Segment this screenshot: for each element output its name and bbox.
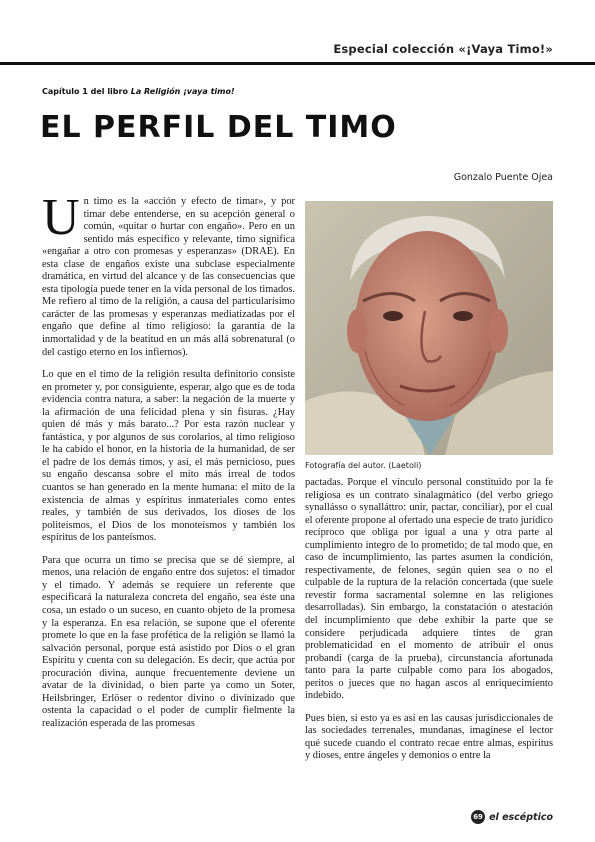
paragraph-2: Lo que en el timo de la religión resulta definitorio consiste en prometer y, por consiguiente, esperar, algo que es de toda evidencia contra natura, a saber: la negación de la muerte y la afirmación de una felicidad plena y sin fisuras. ¿Hay quien dé más y más barato...? Por esta razón nuclear y fantástica, y por algunos de sus corolarios, al timo religioso le ha cabido el honor, en la historia de la humanidad, de ser el padre de los demás timos, y así, el más pernicioso, pues su engaño descansa sobre el mito más irreal de todos cuantos se han generado en la mente humana: el mito de la existencia de almas y espíritus inmateriales como entes reales, y también de sus derivados, los dioses de los politeísmos, el Dios de los monoteísmos y también los espíritus de los panteísmos. xyxy=(42,369,295,544)
drop-cap: U xyxy=(42,189,80,246)
right-column xyxy=(305,477,553,773)
kicker-book-title: La Religión ¡vaya timo! xyxy=(130,87,235,96)
paragraph-1-text: n timo es la «acción y efecto de timar», y por timar debe entenderse, en su acepción general o común, «quitar o hurtar con engaño». Pero en un sentido más específico y relevante, timo significa «engañar a otro con promesas y esperanzas» (DRAE). En esta clase de engaños existe una subclase especialmente dramática, en virtud del alcance y de las consecuencias que esta tipología puede tener en la vida personal de los timados. Me refiero al timo de la religión, a causa del particularísimo carácter de las promesas y esperanzas mediatizadas por el engaño que define al timo religioso: la garantía de la inmortalidad y de la beatitud en un más allá sobrenatural (o del castigo eterno en los infiernos). xyxy=(42,196,295,358)
page-number: 69 xyxy=(471,810,485,824)
paragraph-1 xyxy=(42,189,295,359)
photo-caption: Fotografía del autor. (Laetoli) xyxy=(305,461,422,470)
author-photo xyxy=(305,201,553,455)
page-footer xyxy=(471,810,553,824)
section-header: Especial colección «¡Vaya Timo!» xyxy=(333,42,553,56)
paragraph-4: pactadas. Porque el vínculo personal constituido por la fe religiosa es un contrato sinalagmático (del verbo griego synallásso o synalláttro: unir, pactar, conciliar), por el cual el oferente propone al ofertado una especie de trato jurídico recíproco que obliga por igual a una y otra parte al cumplimiento íntegro de lo prometido; de tal modo que, en caso de incumplimiento, las partes asumen la condición, respectivamente, de felones, según quien sea o no el culpable de la ruptura de la relación concertada (que suele revestir forma sacramental solemne en las religiones desarrolladas). Sin embargo, la constatación o atestación del incumplimiento que debe exhibir la parte que se considere perjudicada adquiere tintes de gran problematicidad en el momento de atribuir el onus probandi (carga de la prueba), circunstancia afortunada tanto para la parte culpable como para los abogados, peritos o jueces que no hagan ascos al enriquecimiento indebido. xyxy=(305,477,553,702)
magazine-name: el escéptico xyxy=(489,811,553,823)
article-title: EL PERFIL DEL TIMO xyxy=(40,110,397,145)
paragraph-5: Pues bien, si esto ya es así en las causas jurisdiccionales de las sociedades terrenales, mundanas, imagínese el lector qué sucede cuando el contrato recae entre almas, espíritus y dioses, entre ángeles y demonios o entre la xyxy=(305,712,553,762)
author-byline: Gonzalo Puente Ojea xyxy=(453,172,553,183)
kicker-prefix: Capítulo 1 del libro xyxy=(42,87,131,96)
chapter-kicker xyxy=(42,87,235,96)
paragraph-3: Para que ocurra un timo se precisa que se dé siempre, al menos, una relación de engaño entre dos sujetos: el timador y el timado. Y además se requiere un referente que especificará la naturaleza concreta del engaño, sea éste una cosa, un estado o un suceso, en cuanto objeto de la promesa y la esperanza. En esa relación, se supone que el oferente promete lo que en la fase profética de la religión se llamó la salvación personal, porque está asistido por Dios o el gran Espíritu y cuenta con su delegación. Es decir, que actúa por procuración divina, aunque frecuentemente deviene un avatar de la divinidad, o bien parte ya como un Soter, Heilsbringer, Erlöser o redentor divino o divinizado que ostenta la capacidad o el poder de cumplir fielmente la realización esperada de las promesas xyxy=(42,554,295,729)
left-column xyxy=(42,189,295,740)
header-rule xyxy=(0,62,595,65)
